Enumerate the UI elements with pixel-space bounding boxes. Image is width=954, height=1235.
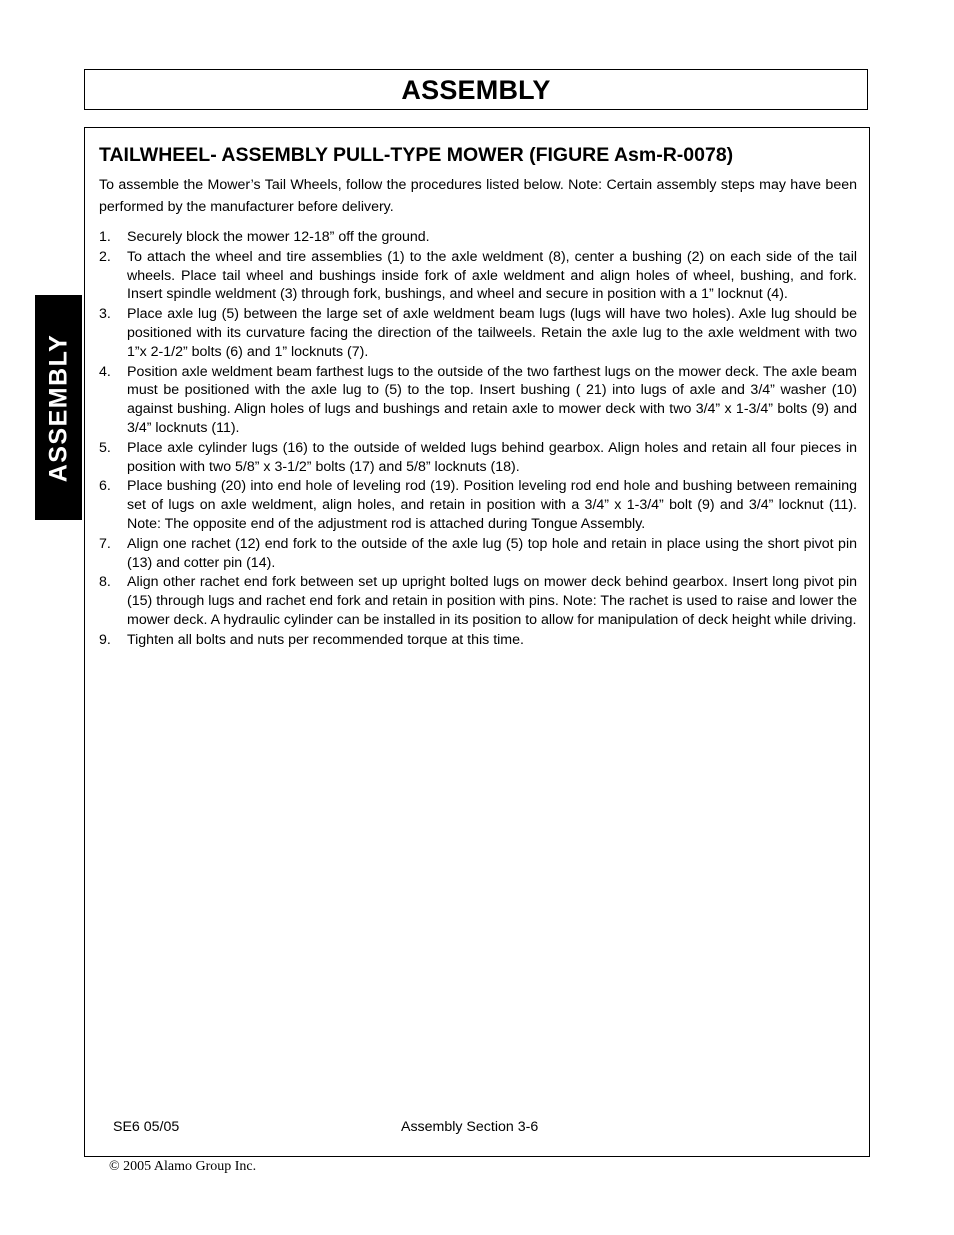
step-number: 2. <box>99 248 111 265</box>
step-number: 5. <box>99 439 111 456</box>
footer-doc-code: SE6 05/05 <box>113 1119 180 1135</box>
step-text: Place bushing (20) into end hole of leveling rod (19). Position leveling rod end hole and bushing between remaining set of lugs on axle weldment, align holes, and retain in position with a 3/4” x 1-3/4” bolt (9) and 3/4” locknut (11). Note: The opposite end of the adjustment rod is attached during Tongue Assembly. <box>127 478 857 532</box>
step-item <box>99 535 857 573</box>
step-number: 1. <box>99 229 111 245</box>
step-number: 3. <box>99 306 111 323</box>
step-text: Place axle lug (5) between the large set of axle weldment beam lugs (lugs will have two holes). Axle lug should be positioned with its curvature facing the direction of the tailweels. Retain the axle lug to the axle weldment with two 1”x 2-1/2” bolts (6) and 1” locknuts (7). <box>127 306 857 360</box>
intro-paragraph: To assemble the Mower’s Tail Wheels, follow the procedures listed below. Note: Certain assembly steps may have been performed by the manufacturer before delivery. <box>99 177 857 215</box>
step-text: Align one rachet (12) end fork to the outside of the axle lug (5) top hole and retain in place using the short pivot pin (13) and cotter pin (14). <box>127 535 857 571</box>
footer-page-number: Assembly Section 3-6 <box>401 1119 539 1135</box>
step-text: Align other rachet end fork between set up upright bolted lugs on mower deck behind gearbox. Insert long pivot pin (15) through lugs and rachet end fork and retain in position with pins. Note: The rachet is used to raise and lower the mower deck. A hydraulic cylinder can be installed in its position to allow for manipulation of deck height while driving. <box>127 574 857 628</box>
step-number: 8. <box>99 574 111 591</box>
step-number: 9. <box>99 631 111 648</box>
assembly-steps-list <box>99 228 857 651</box>
page-title: ASSEMBLY <box>401 75 551 105</box>
step-number: 7. <box>99 535 111 552</box>
step-item <box>99 477 857 533</box>
copyright-notice: © 2005 Alamo Group Inc. <box>109 1159 257 1174</box>
section-title: TAILWHEEL- ASSEMBLY PULL-TYPE MOWER (FIGURE Asm-R-0078) <box>99 144 734 166</box>
step-text: Position axle weldment beam farthest lugs to the outside of the two farthest lugs on the mower deck. The axle beam must be positioned with the axle lug to (5) to the top. Insert bushing ( 21) into lugs of axle and 3/4” washer (10) against bushing. Align holes of lugs and bushings and retain axle to mower deck with two 3/4” x 1-3/4” bolts (9) and 3/4” locknuts (11). <box>127 363 857 436</box>
step-item <box>99 228 857 247</box>
side-section-tab <box>35 295 82 520</box>
page-header <box>84 69 868 110</box>
step-item <box>99 248 857 304</box>
step-item <box>99 439 857 477</box>
step-text: To attach the wheel and tire assemblies (1) to the axle weldment (8), center a bushing (2) on each side of the tail wheels. Place tail wheel and bushings inside fork of axle weldment and align holes of wheel, bushing, and fork. Insert spindle weldment (3) through fork, bushings, and wheel and secure in position with a 1” locknut (4). <box>127 248 857 303</box>
step-item <box>99 305 857 361</box>
step-item <box>99 573 857 629</box>
step-text: Securely block the mower 12-18” off the ground. <box>127 229 430 245</box>
content-frame <box>84 127 870 1157</box>
step-item <box>99 631 857 650</box>
side-tab-label: ASSEMBLY <box>44 333 72 482</box>
step-text: Tighten all bolts and nuts per recommended torque at this time. <box>127 631 524 648</box>
step-item <box>99 363 857 438</box>
step-number: 6. <box>99 478 111 495</box>
step-text: Place axle cylinder lugs (16) to the outside of welded lugs behind gearbox. Align holes and retain all four pieces in position with two 5/8” x 3-1/2” bolts (17) and 5/8” locknuts (18). <box>127 439 857 475</box>
step-number: 4. <box>99 363 111 380</box>
